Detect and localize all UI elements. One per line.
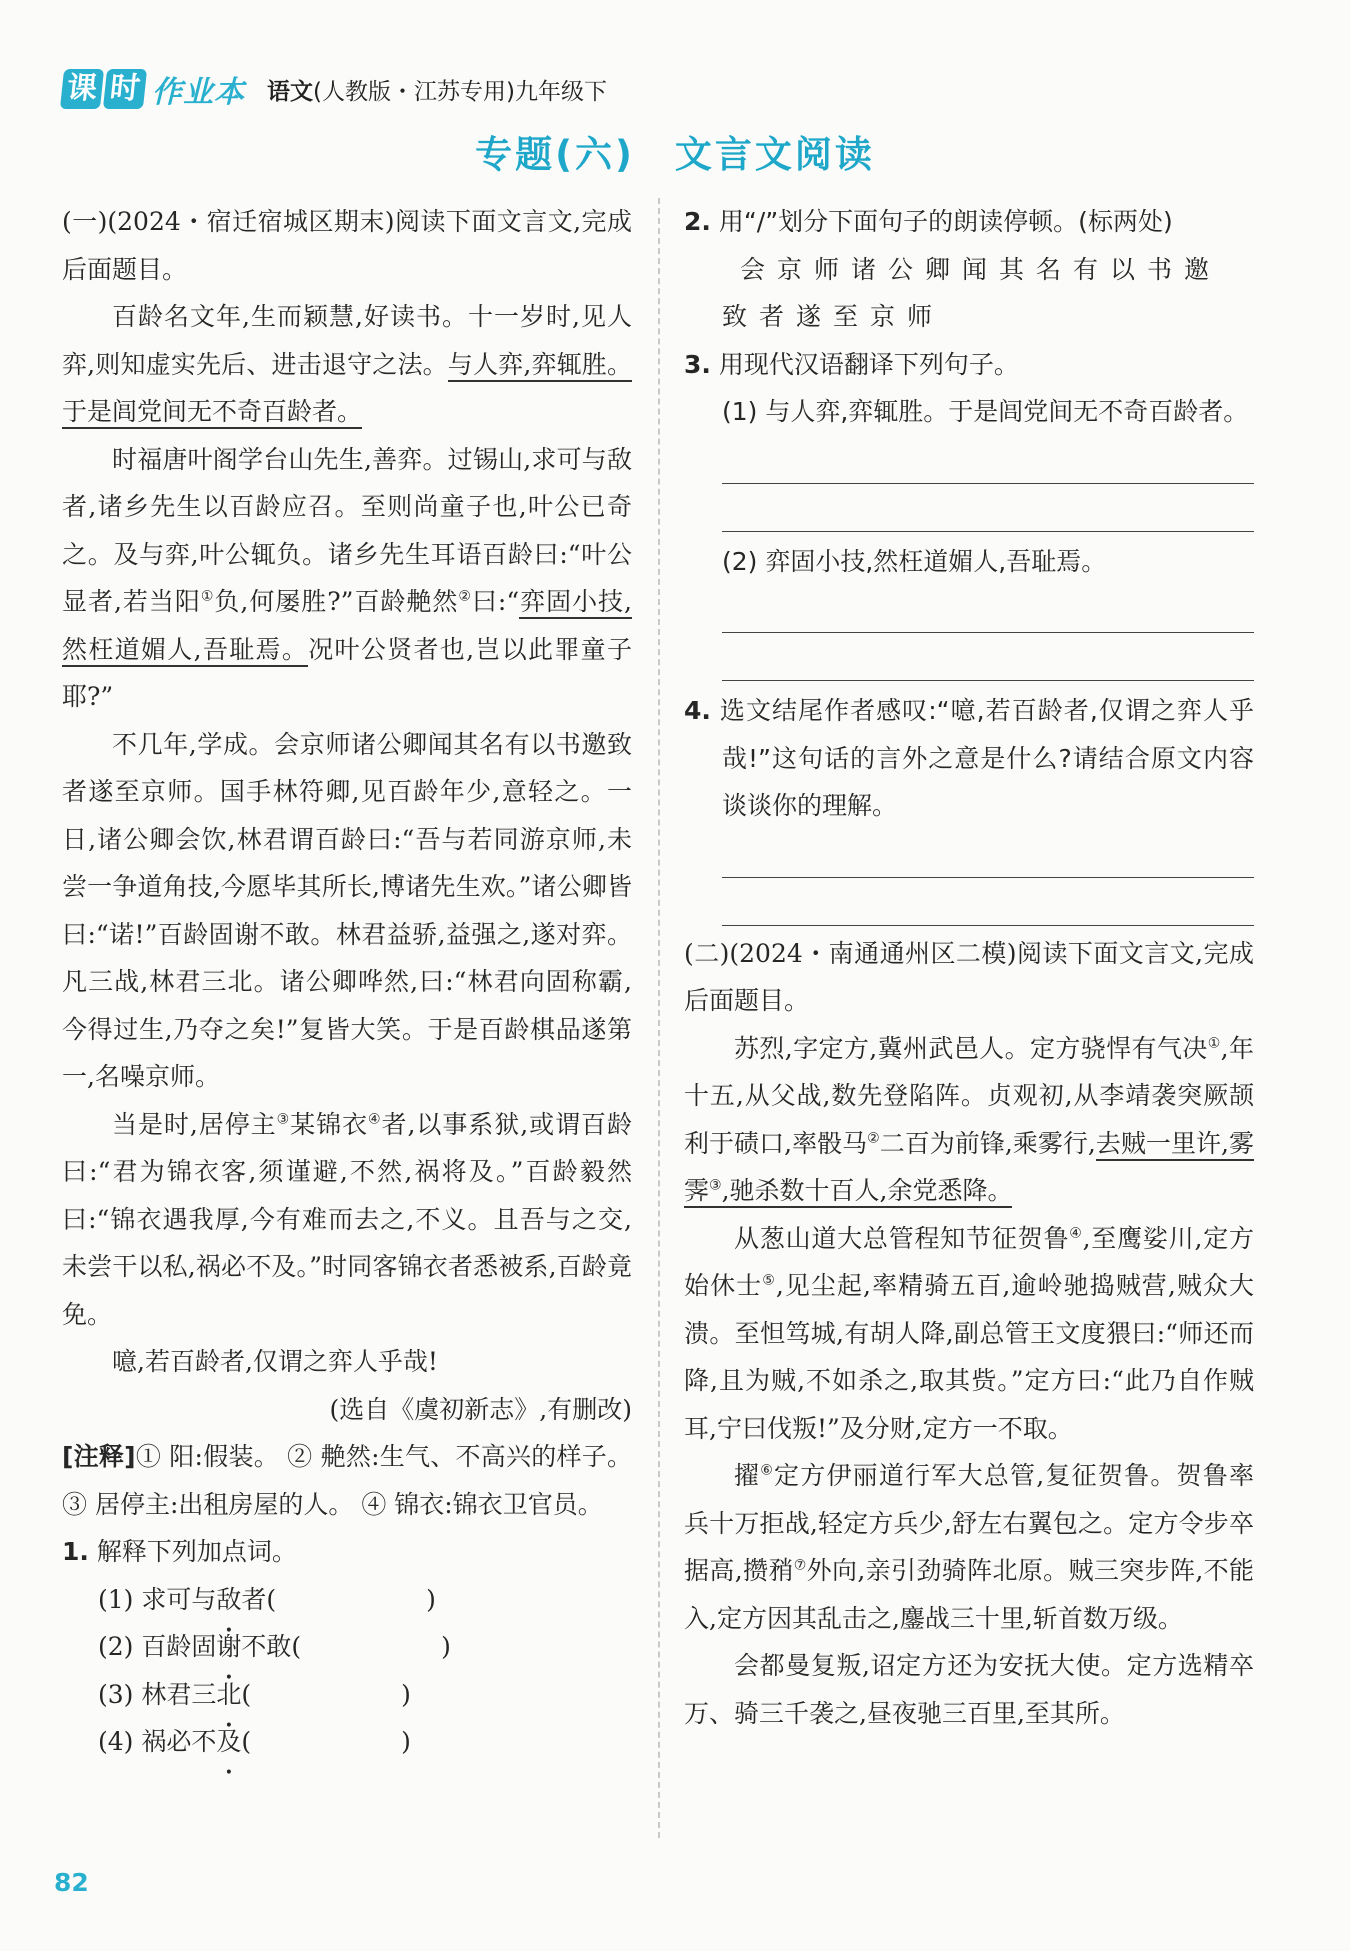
q2-sentence-line1[interactable]: 会京师诸公卿闻其名有以书邀 [740,254,1222,284]
note-marker: ① [1207,1035,1221,1052]
para-text: ,见尘起,率精骑五百,逾岭驰捣贼营,贼众大溃。至怛笃城,有胡人降,副总管王文度猥曰:“师还而降,且为贼,不如杀之,取其赀。”定方曰:“此乃自作贼耳,宁曰伐叛!”及分财,定方一不取。 [684,1271,1254,1443]
page-number: 82 [54,1868,89,1897]
column-divider [658,198,660,1838]
answer-line[interactable] [722,878,1254,926]
dotted-word: 谢 [216,1632,242,1661]
question-text: 选文结尾作者感叹:“噫,若百龄者,仅谓之弈人乎哉!”这句话的言外之意是什么?请结合原文内容谈谈你的理解。 [719,696,1254,820]
question-number: 2. [684,207,711,236]
right-column [684,198,1254,1737]
passage1-para3: 不几年,学成。会京师诸公卿闻其名有以书邀致者遂至京师。国手林符卿,见百龄年少,意轻之。一日,诸公卿会饮,林君谓百龄曰:“吾与若同游京师,未尝一争道角技,今愿毕其所长,博诸先生欢。”诸公卿皆曰:“诺!”百龄固谢不敢。林君益骄,益强之,遂对弈。凡三战,林君三北。诸公卿哗然,曰:“林君向固称霸,今得过生,乃夺之矣!”复皆大笑。于是百龄棋品遂第一,名噪京师。 [62,729,632,1091]
para-text: 当是时,居停主 [112,1109,277,1139]
item-text: (4) 祸必不 [98,1727,217,1756]
question-number: 4. [684,696,711,725]
q1-item-4 [62,1718,632,1766]
passage2-para2 [684,1215,1254,1453]
item-text: (1) 求可与 [98,1584,217,1614]
logo-char-shi: 时 [103,69,147,109]
para-text: 曰:“ [471,587,520,616]
passage2-intro: (二)(2024・南通通州区二模)阅读下面文言文,完成后面题目。 [684,938,1254,1015]
item-text: (2) 百龄固 [98,1632,217,1661]
para-text: 二百为前锋,乘雾行, [879,1128,1096,1158]
note-marker: ⑤ [762,1272,776,1289]
logo-text: 作业本 [152,75,245,110]
underlined-sentence: 与人弈,弈辄胜。于是闾党间无不奇百龄者。 [62,350,632,430]
q1-item-3 [62,1671,632,1719]
item-text: ( [241,1727,252,1756]
para-text: ,年十五,从父战,数先登陷阵。贞观初,从李靖袭突厥颉利于碛口,率骰马 [684,1033,1254,1158]
item-text: 不敢( [241,1632,302,1661]
question-2 [684,198,1254,246]
q3-item-1: (1) 与人弈,弈辄胜。于是闾党间无不奇百龄者。 [722,397,1249,426]
note-marker: ① [200,588,215,605]
underlined-text: ,驰杀数十百人,余党悉降。 [721,1176,1013,1205]
para-text: 定方伊丽道行军大总管,复征贺鲁。贺鲁率兵十万拒战,轻定方兵少,舒左右翼包之。定方令步卒据高,攒矟 [684,1461,1254,1585]
item-text: ) [426,1584,436,1614]
notes-label: [注释] [62,1442,136,1471]
answer-line[interactable] [722,633,1254,681]
item-text: ) [441,1632,451,1661]
para-text: 擢 [734,1461,761,1490]
source-citation: (选自《虞初新志》,有删改) [329,1394,632,1424]
note-marker: ③ [709,1177,722,1194]
passage1-para5: 噫,若百龄者,仅谓之弈人乎哉! [112,1347,438,1376]
subject-edition: (人教版・江苏专用)九年级下 [313,78,607,105]
underlined-text: 去贼一里许,雾霁 [684,1128,1254,1205]
note-marker: ③ [276,1111,291,1128]
question-text: 用“/”划分下面句子的朗读停顿。(标两处) [718,207,1173,236]
title-subject: 文言文阅读 [674,133,875,176]
answer-line[interactable] [722,585,1254,633]
answer-line[interactable] [722,830,1254,878]
question-4 [684,687,1254,830]
page-title [0,124,1350,178]
q1-item-2 [62,1623,632,1671]
item-text: ) [401,1679,411,1709]
passage1-para1 [62,293,632,436]
passage2-para1 [684,1025,1254,1215]
para-text: 苏烈,字定方,冀州武邑人。定方骁悍有气决 [734,1033,1208,1063]
passage1-intro: (一)(2024・宿迁宿城区期末)阅读下面文言文,完成后面题目。 [62,207,632,284]
para-text: ,至鹰娑川,定方始休士 [684,1223,1254,1300]
item-text: ) [401,1727,411,1756]
note-marker: ② [867,1130,880,1147]
note-marker: ⑦ [793,1557,807,1574]
q3-item-2: (2) 弈固小技,然枉道媚人,吾耻焉。 [722,546,1107,576]
para-text: 负,何屡胜?”百龄艴然 [214,587,459,616]
title-topic: 专题(六) [475,133,635,176]
dotted-word: 敌 [216,1584,242,1614]
para-text: 某锦衣 [290,1109,369,1139]
dotted-word: 北 [216,1679,242,1709]
q1-item-1 [62,1576,632,1624]
answer-line[interactable] [722,436,1254,484]
para-text: 者,以事系狱,或谓百龄曰:“君为锦衣客,须谨避,不然,祸将及。”百龄毅然曰:“锦衣遇我厚,今有难而去之,不义。且吾与之交,未尝干以私,祸必不及。”时同客锦衣者悉被系,百龄竟免。 [62,1109,632,1329]
subject-name: 语文 [267,78,313,105]
page-header [62,66,607,112]
para-text: 外向,亲引劲骑阵北原。贼三突步阵,不能入,定方因其乱击之,鏖战三十里,斩首数万级。 [684,1556,1254,1633]
notes-text: ① 阳:假装。 ② 艴然:生气、不高兴的样子。 ③ 居停主:出租房屋的人。 ④ 锦衣:锦衣卫官员。 [62,1442,632,1519]
q2-sentence-line2[interactable]: 致者遂至京师 [722,302,945,331]
question-number: 3. [684,349,711,379]
para-text: 百龄名文年,生而颖慧,好读书。十一岁时,见人弈,则知虚实先后、进击退守之法。 [62,302,632,379]
series-logo [62,67,245,111]
passage2-para3 [684,1452,1254,1642]
notes [62,1433,632,1528]
item-text: 者( [241,1584,277,1614]
subject-label [267,73,607,106]
item-text: (3) 林君三 [98,1679,217,1709]
logo-char-ke: 课 [60,69,104,109]
question-3 [684,341,1254,389]
passage1-para4 [62,1101,632,1339]
dotted-word: 及 [216,1727,242,1756]
question-1 [62,1528,632,1576]
underlined-sentence: 弈固小技,然枉道媚人,吾耻焉。 [62,587,632,667]
note-marker: ④ [368,1111,382,1128]
note-marker: ② [458,588,472,605]
para-text: 从葱山道大总管程知节征贺鲁 [734,1223,1070,1253]
passage1-para2 [62,436,632,721]
passage2-para4: 会都曼复叛,诏定方还为安抚大使。定方选精卒万、骑三千袭之,昼夜驰三百里,至其所。 [684,1651,1254,1728]
item-text: ( [241,1679,252,1709]
note-marker: ④ [1069,1225,1083,1242]
para-text: 时福唐叶阁学台山先生,善弈。过锡山,求可与敌者,诸乡先生以百龄应召。至则尚童子也,叶公已奇之。及与弈,叶公辄负。诸乡先生耳语百龄曰:“叶公显者,若当阳 [62,444,632,616]
question-number: 1. [62,1537,89,1566]
left-column [62,198,632,1766]
note-marker: ⑥ [760,1462,775,1479]
para-text: 况叶公贤者也,岂以此罪童子耶?” [62,634,633,711]
answer-line[interactable] [722,484,1254,532]
question-text: 用现代汉语翻译下列句子。 [718,349,1019,379]
question-text: 解释下列加点词。 [96,1537,297,1566]
